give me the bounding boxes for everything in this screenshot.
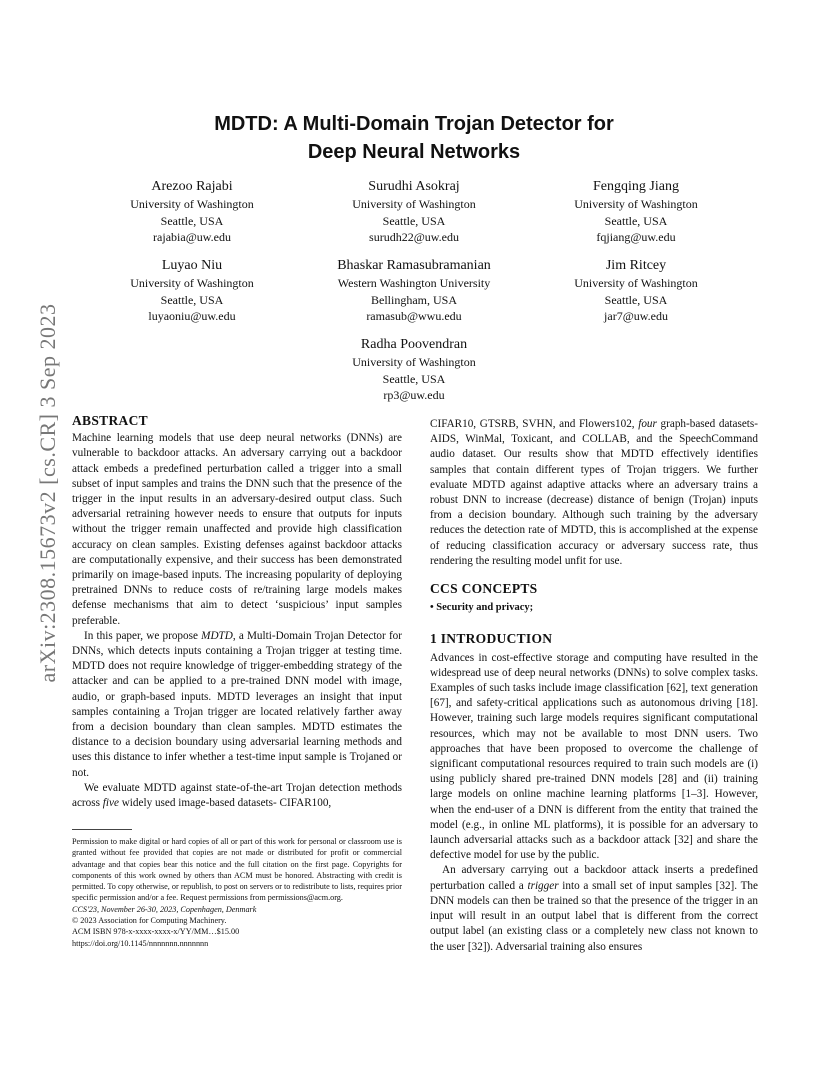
text-run: In this paper, we propose	[84, 629, 202, 642]
abstract-paragraph-continued	[430, 417, 758, 569]
paper-title	[0, 110, 828, 166]
author-name: Bhaskar Ramasubramanian	[337, 258, 491, 273]
author-location: Seattle, USA	[604, 292, 668, 307]
author-email[interactable]: rajabia@uw.edu	[153, 230, 231, 244]
author-email[interactable]: rp3@uw.edu	[383, 388, 445, 402]
text-run: , a Multi-Domain Trojan Detector for DNNs, which detects inputs containing a Trojan trigger at testing time. MDTD does not require knowledge of trigger-embedding strategy of the attacker and can be applied to a pre-trained DNN model with image, audio, or graph-based inputs. MDTD leverages an insight that input samples containing a Trojan trigger are located relatively farther away from a decision boundary than clean samples. MDTD estimates the distance to a decision boundary using adversarial learning methods and uses this distance to infer whether a test-time input sample is Trojaned or not.	[72, 629, 402, 779]
abstract-paragraph-3	[72, 781, 402, 811]
author-affiliation: University of Washington	[352, 355, 476, 369]
author-email[interactable]: jar7@uw.edu	[604, 309, 668, 323]
author-name: Arezoo Rajabi	[151, 179, 233, 194]
author-name: Surudhi Asokraj	[368, 179, 460, 194]
intro-paragraph-1: Advances in cost-effective storage and computing have resulted in the widespread use of deep neural networks (DNNs) to solve complex tasks. Examples of such tasks include image classification [62], text generation [67], and safety-critical applications such as autonomous driving [18]. However, training such large models requires significant computational resources, which may not be available to most DNN users. Two approaches that have been proposed to overcome the challenge of significant computational resources required to train such models are (i) using publicly shared pre-trained DNN models [28] and (ii) training large models on online machine learning platforms [1–3]. However, when the end-user of a DNN is different from the entity that trained the model (e.g., in online ML platforms), it is possible for an adversary to launch adversarial attacks such as a backdoor attack [32] and share the defective model for use by the public.	[430, 651, 758, 862]
author-location: Seattle, USA	[382, 213, 446, 228]
ccs-heading: CCS CONCEPTS	[430, 581, 538, 597]
intro-heading: 1 INTRODUCTION	[430, 631, 553, 647]
emphasis-text: MDTD	[201, 629, 233, 642]
permission-text: Permission to make digital or hard copies of all or part of this work for personal or classroom use is granted without fee provided that copies are not made or distributed for profit or commercial advantage and that copies bear this notice and the full citation on the first page. Copyrights for components of this work owned by others than ACM must be honored. Abstracting with credit is permitted. To copy otherwise, or republish, to post on servers or to redistribute to lists, requires prior specific permission and/or a fee. Request permissions from permissions@acm.org.	[72, 837, 402, 903]
author-name: Luyao Niu	[161, 258, 223, 273]
intro-paragraph-2	[430, 863, 758, 954]
title-line-2: Deep Neural Networks	[307, 141, 521, 163]
author-location: Bellingham, USA	[371, 292, 457, 307]
author-affiliation: University of Washington	[574, 197, 698, 211]
author-email[interactable]: surudh22@uw.edu	[369, 230, 459, 244]
author-email[interactable]: luyaoniu@uw.edu	[148, 309, 236, 323]
abstract-paragraph-2	[72, 629, 402, 781]
author-affiliation: University of Washington	[130, 276, 254, 290]
author-location: Seattle, USA	[160, 213, 224, 228]
author-block	[526, 178, 746, 246]
text-run: graph-based datasets- AIDS, WinMal, Toxicant, and COLLAB, and the SpeechCommand audio dataset. Our results show that MDTD effectively identifies samples that contain different types of Trojan triggers. We further evaluate MDTD against adaptive attacks where an adversary trains a robust DNN to increase (decrease) distance of benign (Trojan) inputs from a decision boundary. Although such training by the adversary reduces the detection rate of MDTD, this is accomplished at the expense of reducing classification accuracy or adversary success rate, thus rendering the resulting model unfit for use.	[430, 418, 758, 567]
author-name: Radha Poovendran	[360, 337, 468, 352]
author-name: Fengqing Jiang	[593, 179, 679, 194]
author-affiliation: University of Washington	[130, 197, 254, 211]
author-affiliation: University of Washington	[352, 197, 476, 211]
text-run: into a small set of input samples [32]. The DNN models can then be trained so that the presence of the trigger in an input will result in an output label that is different from the correct output label (an existing class or a completely new class not known to the user [32]). Adversarial training also ensures	[430, 879, 758, 953]
text-run: An adversary carrying out a backdoor attack inserts a predefined perturbation called a	[430, 864, 758, 892]
author-location: Seattle, USA	[382, 371, 446, 386]
author-location: Seattle, USA	[604, 213, 668, 228]
abstract-heading: ABSTRACT	[72, 413, 148, 428]
copyright-line: © 2023 Association for Computing Machinery.	[72, 916, 227, 926]
author-block	[526, 257, 746, 325]
author-name: Jim Ritcey	[605, 258, 667, 273]
author-block	[304, 336, 524, 404]
author-location: Seattle, USA	[160, 292, 224, 307]
author-block	[304, 178, 524, 246]
emphasis-text: trigger	[527, 879, 559, 892]
author-block	[82, 178, 302, 246]
text-run: We evaluate MDTD against state-of-the-art Trojan detection methods across	[72, 781, 402, 810]
author-email[interactable]: fqjiang@uw.edu	[596, 230, 676, 244]
author-affiliation: University of Washington	[574, 276, 698, 290]
text-run: CIFAR10, GTSRB, SVHN, and Flowers102,	[430, 418, 639, 430]
ccs-item: • Security and privacy;	[430, 602, 534, 614]
footnote-rule	[72, 829, 132, 830]
title-line-1: MDTD: A Multi-Domain Trojan Detector for	[214, 113, 614, 135]
isbn-line: ACM ISBN 978-x-xxxx-xxxx-x/YY/MM…$15.00	[72, 927, 240, 937]
conference-line: CCS'23, November 26-30, 2023, Copenhagen, Denmark	[72, 904, 257, 914]
left-column	[72, 413, 402, 811]
right-column	[430, 417, 758, 955]
emphasis-text: five	[102, 797, 119, 810]
author-affiliation: Western Washington University	[337, 276, 491, 290]
author-email[interactable]: ramasub@wwu.edu	[366, 309, 462, 323]
arxiv-stamp-text: arXiv:2308.15673v2 [cs.CR] 3 Sep 2023	[35, 303, 60, 683]
permission-footnote	[72, 836, 402, 949]
text-run: widely used image-based datasets- CIFAR100,	[118, 797, 332, 810]
doi-link[interactable]: https://doi.org/10.1145/nnnnnnn.nnnnnnn	[72, 938, 209, 948]
author-block	[304, 257, 524, 325]
abstract-paragraph-1: Machine learning models that use deep neural networks (DNNs) are vulnerable to backdoor attacks. An adversary carrying out a backdoor attack embeds a predefined perturbation called a trigger into a small subset of input samples and trains the DNN such that the presence of the trigger in the input results in an adversary-desired output class. Such adversarial retraining however needs to ensure that outputs for inputs without the trigger remain unaffected and provide high classification accuracy on clean samples. Existing defenses against backdoor attacks are computationally expensive, and their success has been demonstrated primarily on image-based inputs. The increasing popularity of deploying pretrained DNNs to reduce costs of re/training large models makes defense mechanisms that aim to detect ‘suspicious’ input samples preferable.	[72, 432, 402, 627]
emphasis-text: four	[638, 418, 657, 430]
author-block	[82, 257, 302, 325]
